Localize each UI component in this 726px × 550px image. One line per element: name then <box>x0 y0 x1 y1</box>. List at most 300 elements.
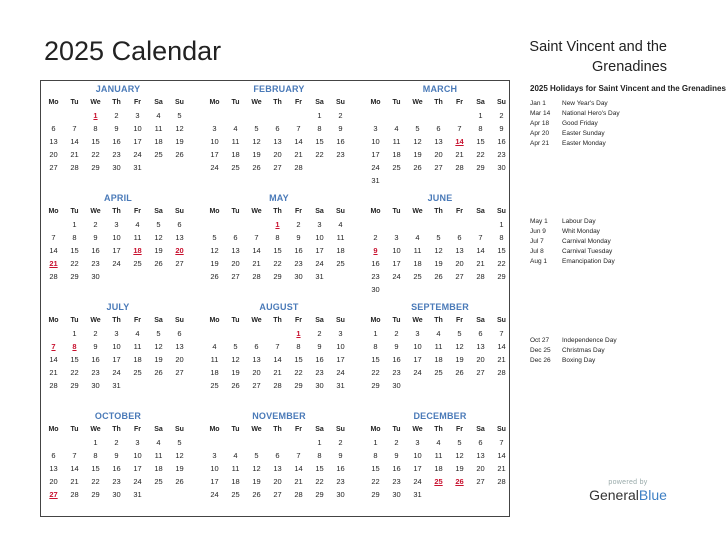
empty-day-cell <box>43 218 64 231</box>
empty-day-cell <box>225 109 246 122</box>
day-cell: 11 <box>434 451 443 460</box>
day-cell: 18 <box>154 137 163 146</box>
day-cell: 22 <box>294 368 303 377</box>
day-cell: 19 <box>175 137 184 146</box>
day-cell: 4 <box>233 124 238 133</box>
day-cell: 14 <box>294 464 303 473</box>
holiday-row <box>530 99 690 109</box>
day-cell: 9 <box>93 233 98 242</box>
holiday-date: Jan 1 <box>530 100 546 107</box>
weekday-header: Tu <box>392 208 401 215</box>
month-name: APRIL <box>104 193 132 203</box>
day-cell: 19 <box>455 355 464 364</box>
weekday-header: We <box>251 99 262 106</box>
empty-day-cell <box>204 109 225 122</box>
day-cell: 28 <box>476 272 485 281</box>
day-cell: 8 <box>317 124 322 133</box>
weekday-header: We <box>90 208 101 215</box>
day-cell: 27 <box>455 272 464 281</box>
day-cell: 8 <box>499 233 504 242</box>
weekday-header: Mo <box>209 317 220 324</box>
holiday-name: New Year's Day <box>562 100 608 107</box>
empty-day-cell <box>407 218 428 231</box>
day-cell: 8 <box>317 451 322 460</box>
day-cell: 2 <box>114 111 119 120</box>
day-cell: 11 <box>133 233 142 242</box>
holiday-name: Emancipation Day <box>562 258 615 265</box>
day-cell: 2 <box>499 111 504 120</box>
day-cell: 15 <box>476 137 485 146</box>
day-cell: 18 <box>133 355 142 364</box>
day-cell: 26 <box>154 259 163 268</box>
weekday-header: Su <box>336 99 345 106</box>
day-cell: 10 <box>210 137 219 146</box>
day-cell: 8 <box>478 124 483 133</box>
day-cell: 30 <box>112 163 121 172</box>
holiday-date: Apr 20 <box>530 130 550 137</box>
day-cell: 1 <box>499 220 504 229</box>
day-cell: 21 <box>497 355 506 364</box>
day-cell: 30 <box>497 163 506 172</box>
day-cell: 3 <box>338 329 343 338</box>
day-cell: 25 <box>336 259 345 268</box>
day-cell: 7 <box>296 451 301 460</box>
weekday-header: Th <box>434 99 443 106</box>
day-cell: 17 <box>413 355 422 364</box>
day-cell: 18 <box>413 259 422 268</box>
weekday-header: Th <box>112 208 121 215</box>
day-cell: 3 <box>212 451 217 460</box>
empty-day-cell <box>365 218 386 231</box>
day-cell: 23 <box>112 477 121 486</box>
weekday-header: Mo <box>48 426 59 433</box>
weekday-header: Fr <box>134 208 141 215</box>
day-cell: 30 <box>392 381 401 390</box>
weekday-header: Fr <box>134 317 141 324</box>
day-cell: 12 <box>154 342 163 351</box>
holiday-day-cell: 9 <box>373 246 378 255</box>
day-cell: 1 <box>373 438 378 447</box>
empty-day-cell <box>386 109 407 122</box>
day-cell: 20 <box>273 150 282 159</box>
day-cell: 24 <box>336 368 345 377</box>
month-grid <box>365 423 515 501</box>
weekday-header: We <box>251 317 262 324</box>
day-cell: 22 <box>91 150 100 159</box>
day-cell: 10 <box>371 137 380 146</box>
day-cell: 5 <box>212 233 217 242</box>
day-cell: 4 <box>415 233 420 242</box>
day-cell: 23 <box>371 272 380 281</box>
weekday-header: Sa <box>476 99 485 106</box>
day-cell: 16 <box>497 137 506 146</box>
day-cell: 24 <box>413 477 422 486</box>
holiday-name: Boxing Day <box>562 357 596 364</box>
weekday-header: Mo <box>209 208 220 215</box>
day-cell: 5 <box>415 124 420 133</box>
day-cell: 29 <box>70 272 79 281</box>
day-cell: 9 <box>296 233 301 242</box>
day-cell: 16 <box>392 355 401 364</box>
weekday-header: Th <box>434 317 443 324</box>
empty-day-cell <box>246 218 267 231</box>
day-cell: 25 <box>133 368 142 377</box>
day-cell: 14 <box>476 246 485 255</box>
empty-day-cell <box>225 327 246 340</box>
day-cell: 24 <box>112 259 121 268</box>
day-cell: 3 <box>373 124 378 133</box>
day-cell: 22 <box>91 477 100 486</box>
day-cell: 12 <box>455 342 464 351</box>
weekday-header: Tu <box>70 99 79 106</box>
day-cell: 10 <box>336 342 345 351</box>
weekday-header: Mo <box>209 426 220 433</box>
month-name: DECEMBER <box>413 411 467 421</box>
day-cell: 28 <box>49 272 58 281</box>
empty-day-cell <box>449 218 470 231</box>
weekday-header: Sa <box>154 317 163 324</box>
month-december <box>365 409 515 501</box>
weekday-header: Su <box>497 426 506 433</box>
weekday-header: We <box>412 426 423 433</box>
day-cell: 3 <box>135 438 140 447</box>
day-cell: 29 <box>371 490 380 499</box>
weekday-header: Su <box>175 99 184 106</box>
day-cell: 16 <box>371 259 380 268</box>
month-grid <box>204 423 354 501</box>
weekday-header: Fr <box>295 208 302 215</box>
day-cell: 13 <box>231 246 240 255</box>
day-cell: 14 <box>70 137 79 146</box>
holiday-name: Carnival Monday <box>562 238 611 245</box>
weekday-header: Su <box>175 317 184 324</box>
day-cell: 21 <box>497 464 506 473</box>
weekday-header: We <box>90 99 101 106</box>
day-cell: 26 <box>154 368 163 377</box>
weekday-header: Tu <box>231 317 240 324</box>
month-june <box>365 191 515 296</box>
day-cell: 21 <box>455 150 464 159</box>
day-cell: 23 <box>294 259 303 268</box>
empty-day-cell <box>204 436 225 449</box>
day-cell: 1 <box>317 111 322 120</box>
day-cell: 1 <box>93 438 98 447</box>
empty-day-cell <box>43 327 64 340</box>
weekday-header: Th <box>434 426 443 433</box>
holidays-title: 2025 Holidays for Saint Vincent and the Grenadines <box>530 84 726 93</box>
day-cell: 21 <box>49 368 58 377</box>
day-cell: 19 <box>154 246 163 255</box>
weekday-header: Th <box>273 426 282 433</box>
weekday-header: Sa <box>476 208 485 215</box>
day-cell: 27 <box>476 368 485 377</box>
weekday-header: Mo <box>48 208 59 215</box>
holiday-date: Jul 8 <box>530 248 544 255</box>
day-cell: 25 <box>392 163 401 172</box>
day-cell: 14 <box>273 355 282 364</box>
day-cell: 7 <box>51 233 56 242</box>
holiday-list-q1 <box>530 99 690 149</box>
day-cell: 6 <box>478 329 483 338</box>
day-cell: 25 <box>154 150 163 159</box>
month-name: JANUARY <box>95 84 141 94</box>
day-cell: 4 <box>436 438 441 447</box>
day-cell: 14 <box>49 355 58 364</box>
day-cell: 15 <box>315 464 324 473</box>
holiday-name: Easter Sunday <box>562 130 605 137</box>
day-cell: 18 <box>336 246 345 255</box>
day-cell: 13 <box>273 137 282 146</box>
day-cell: 24 <box>413 368 422 377</box>
day-cell: 9 <box>394 451 399 460</box>
day-cell: 25 <box>413 272 422 281</box>
day-cell: 23 <box>112 150 121 159</box>
day-cell: 14 <box>49 246 58 255</box>
day-cell: 23 <box>336 150 345 159</box>
day-cell: 28 <box>294 490 303 499</box>
holiday-row <box>530 247 690 257</box>
weekday-header: Sa <box>476 426 485 433</box>
day-cell: 15 <box>497 246 506 255</box>
day-cell: 30 <box>91 272 100 281</box>
day-cell: 8 <box>93 451 98 460</box>
day-cell: 11 <box>133 342 142 351</box>
day-cell: 9 <box>317 342 322 351</box>
day-cell: 16 <box>336 137 345 146</box>
day-cell: 17 <box>210 477 219 486</box>
weekday-header: Sa <box>154 99 163 106</box>
day-cell: 11 <box>210 355 219 364</box>
holiday-name: Whit Monday <box>562 228 600 235</box>
day-cell: 31 <box>371 176 380 185</box>
weekday-header: Su <box>497 208 506 215</box>
empty-day-cell <box>449 109 470 122</box>
holiday-date: Aug 1 <box>530 258 547 265</box>
day-cell: 15 <box>371 464 380 473</box>
day-cell: 16 <box>336 464 345 473</box>
weekday-header: We <box>90 426 101 433</box>
holiday-date: May 1 <box>530 218 548 225</box>
day-cell: 1 <box>72 329 77 338</box>
day-cell: 7 <box>499 438 504 447</box>
holiday-list-q2 <box>530 217 690 267</box>
day-cell: 27 <box>231 272 240 281</box>
day-cell: 22 <box>371 368 380 377</box>
day-cell: 29 <box>371 381 380 390</box>
day-cell: 17 <box>392 259 401 268</box>
weekday-header: Sa <box>315 208 324 215</box>
weekday-header: Su <box>497 99 506 106</box>
holiday-row <box>530 109 690 119</box>
month-october <box>43 409 193 501</box>
day-cell: 15 <box>294 355 303 364</box>
empty-day-cell <box>246 109 267 122</box>
day-cell: 18 <box>154 464 163 473</box>
day-cell: 22 <box>273 259 282 268</box>
day-cell: 31 <box>112 381 121 390</box>
day-cell: 8 <box>275 233 280 242</box>
day-cell: 19 <box>252 477 261 486</box>
weekday-header: Sa <box>315 99 324 106</box>
day-cell: 17 <box>413 464 422 473</box>
day-cell: 2 <box>93 329 98 338</box>
day-cell: 24 <box>371 163 380 172</box>
day-cell: 21 <box>273 368 282 377</box>
holiday-day-cell: 25 <box>434 477 443 486</box>
day-cell: 5 <box>457 329 462 338</box>
day-cell: 7 <box>478 233 483 242</box>
day-cell: 22 <box>371 477 380 486</box>
day-cell: 13 <box>175 233 184 242</box>
day-cell: 9 <box>93 342 98 351</box>
weekday-header: Fr <box>134 426 141 433</box>
day-cell: 13 <box>434 137 443 146</box>
day-cell: 16 <box>112 464 121 473</box>
day-cell: 20 <box>49 150 58 159</box>
day-cell: 18 <box>434 464 443 473</box>
weekday-header: We <box>412 317 423 324</box>
day-cell: 30 <box>112 490 121 499</box>
day-cell: 6 <box>275 451 280 460</box>
month-november <box>204 409 354 501</box>
day-cell: 7 <box>254 233 259 242</box>
day-cell: 20 <box>476 355 485 364</box>
day-cell: 8 <box>72 233 77 242</box>
day-cell: 10 <box>413 451 422 460</box>
day-cell: 18 <box>210 368 219 377</box>
day-cell: 18 <box>231 477 240 486</box>
day-cell: 9 <box>338 451 343 460</box>
day-cell: 16 <box>392 464 401 473</box>
empty-day-cell <box>43 436 64 449</box>
month-grid <box>43 205 193 283</box>
day-cell: 10 <box>392 246 401 255</box>
holiday-row <box>530 237 690 247</box>
empty-day-cell <box>64 109 85 122</box>
month-name: OCTOBER <box>94 411 142 421</box>
weekday-header: Fr <box>295 99 302 106</box>
day-cell: 6 <box>177 329 182 338</box>
day-cell: 28 <box>252 272 261 281</box>
day-cell: 15 <box>91 464 100 473</box>
weekday-header: Sa <box>476 317 485 324</box>
day-cell: 7 <box>457 124 462 133</box>
brand-name <box>583 486 673 504</box>
day-cell: 9 <box>394 342 399 351</box>
day-cell: 29 <box>70 381 79 390</box>
empty-day-cell <box>428 218 449 231</box>
day-cell: 3 <box>114 329 119 338</box>
day-cell: 4 <box>135 329 140 338</box>
weekday-header: Tu <box>231 208 240 215</box>
day-cell: 25 <box>231 490 240 499</box>
holiday-name: National Hero's Day <box>562 110 620 117</box>
day-cell: 27 <box>175 368 184 377</box>
day-cell: 24 <box>133 150 142 159</box>
holiday-day-cell: 8 <box>72 342 77 351</box>
holiday-name: Carnival Tuesday <box>562 248 613 255</box>
day-cell: 31 <box>336 381 345 390</box>
empty-day-cell <box>267 327 288 340</box>
day-cell: 20 <box>273 477 282 486</box>
day-cell: 12 <box>434 246 443 255</box>
day-cell: 25 <box>154 477 163 486</box>
empty-day-cell <box>204 218 225 231</box>
month-grid <box>204 96 354 174</box>
day-cell: 12 <box>455 451 464 460</box>
day-cell: 9 <box>338 124 343 133</box>
weekday-header: Th <box>112 99 121 106</box>
day-cell: 12 <box>154 233 163 242</box>
holiday-name: Independence Day <box>562 337 617 344</box>
day-cell: 17 <box>315 246 324 255</box>
day-cell: 26 <box>434 272 443 281</box>
day-cell: 14 <box>497 451 506 460</box>
day-cell: 12 <box>175 124 184 133</box>
month-grid <box>43 314 193 392</box>
day-cell: 2 <box>373 233 378 242</box>
holiday-row <box>530 119 690 129</box>
day-cell: 6 <box>233 233 238 242</box>
day-cell: 19 <box>154 355 163 364</box>
day-cell: 21 <box>70 477 79 486</box>
day-cell: 29 <box>91 490 100 499</box>
day-cell: 13 <box>273 464 282 473</box>
holiday-row <box>530 346 690 356</box>
holiday-day-cell: 21 <box>49 259 58 268</box>
weekday-header: We <box>251 208 262 215</box>
weekday-header: Tu <box>70 208 79 215</box>
day-cell: 1 <box>373 329 378 338</box>
month-name: FEBRUARY <box>253 84 305 94</box>
day-cell: 28 <box>497 368 506 377</box>
empty-day-cell <box>288 436 309 449</box>
day-cell: 25 <box>434 368 443 377</box>
weekday-header: Tu <box>70 426 79 433</box>
month-name: MARCH <box>422 84 458 94</box>
holiday-row <box>530 356 690 366</box>
day-cell: 8 <box>373 451 378 460</box>
empty-day-cell <box>386 218 407 231</box>
month-name: AUGUST <box>259 302 299 312</box>
day-cell: 27 <box>476 477 485 486</box>
day-cell: 18 <box>231 150 240 159</box>
day-cell: 7 <box>296 124 301 133</box>
holiday-row <box>530 129 690 139</box>
day-cell: 3 <box>394 233 399 242</box>
day-cell: 12 <box>231 355 240 364</box>
day-cell: 13 <box>476 451 485 460</box>
weekday-header: Sa <box>315 426 324 433</box>
day-cell: 21 <box>70 150 79 159</box>
day-cell: 6 <box>275 124 280 133</box>
day-cell: 16 <box>91 246 100 255</box>
weekday-header: Fr <box>456 99 463 106</box>
weekday-header: We <box>251 426 262 433</box>
day-cell: 29 <box>476 163 485 172</box>
day-cell: 26 <box>252 490 261 499</box>
day-cell: 4 <box>135 220 140 229</box>
empty-day-cell <box>267 109 288 122</box>
holiday-date: Apr 18 <box>530 120 550 127</box>
brand-logo <box>583 479 673 504</box>
day-cell: 25 <box>133 259 142 268</box>
weekday-header: Mo <box>370 317 381 324</box>
day-cell: 19 <box>231 368 240 377</box>
day-cell: 16 <box>315 355 324 364</box>
weekday-header: Mo <box>370 208 381 215</box>
holiday-date: Mar 14 <box>530 110 551 117</box>
